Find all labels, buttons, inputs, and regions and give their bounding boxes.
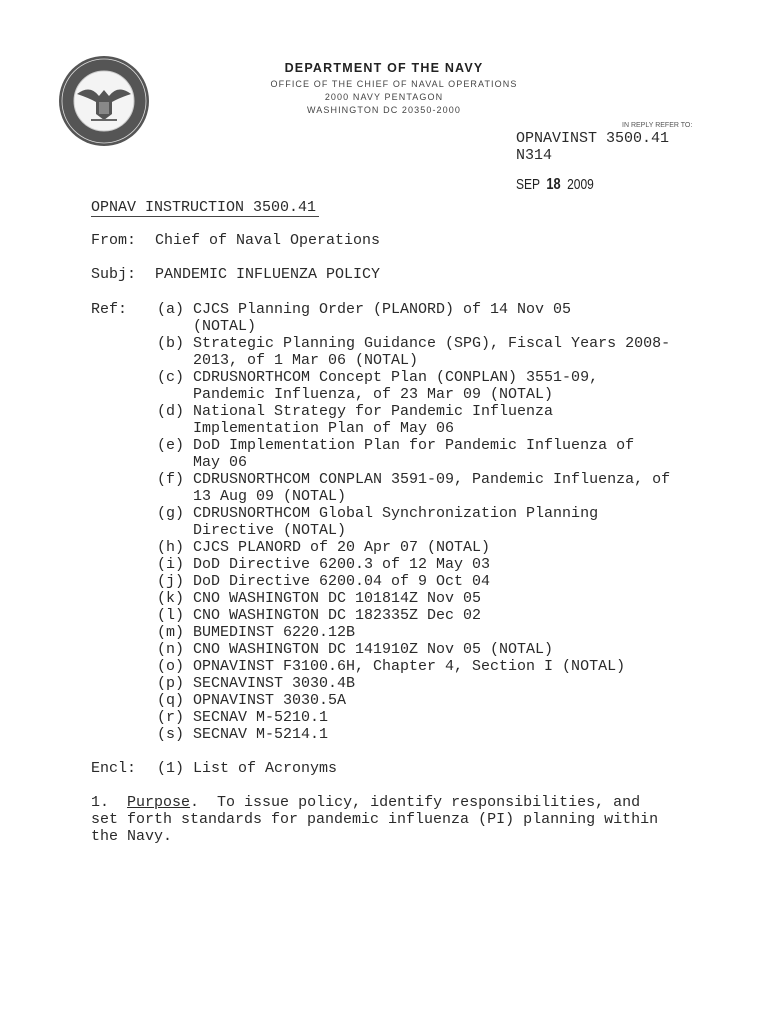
purpose-line-3: the Navy. [91,828,173,845]
date-year: 2009 [567,176,594,193]
reference-item-text: Pandemic Influenza, of 23 Mar 09 (NOTAL) [193,386,554,403]
instruction-number: OPNAVINST 3500.41 [516,130,670,147]
reference-item-text: CDRUSNORTHCOM Concept Plan (CONPLAN) 3551-09, [193,369,599,386]
purpose-line-2: set forth standards for pandemic influenza (PI) planning within [91,811,659,828]
reference-item-label: (o) [157,658,185,675]
reference-item-text: CDRUSNORTHCOM CONPLAN 3591-09, Pandemic Influenza, of [193,471,671,488]
reference-item-label: (m) [157,624,185,641]
title-underline [91,216,319,217]
reference-item-text: National Strategy for Pandemic Influenza [193,403,554,420]
reference-item-label: (q) [157,692,185,709]
reference-item-text: 2013, of 1 Mar 06 (NOTAL) [193,352,419,369]
from-label: From: [91,232,137,249]
reference-item-text: CNO WASHINGTON DC 182335Z Dec 02 [193,607,482,624]
reference-item-text: Directive (NOTAL) [193,522,347,539]
reference-item-label: (b) [157,335,185,352]
reference-item-label: (s) [157,726,185,743]
reference-item-text: SECNAV M-5214.1 [193,726,329,743]
reference-item-label: (h) [157,539,185,556]
department-heading: DEPARTMENT OF THE NAVY [284,61,484,75]
reference-item-label: (p) [157,675,185,692]
date-stamp [516,176,594,194]
reference-item-label: (e) [157,437,185,454]
reference-item-text: (NOTAL) [193,318,257,335]
reference-item-label: (j) [157,573,185,590]
reference-item-label: (d) [157,403,185,420]
reference-item-text: May 06 [193,454,248,471]
reference-item-text: BUMEDINST 6220.12B [193,624,356,641]
reference-item-label: (i) [157,556,185,573]
purpose-line-1 [91,794,640,811]
address-line-2: WASHINGTON DC 20350-2000 [307,105,461,115]
address-line-1: 2000 NAVY PENTAGON [324,92,444,102]
reference-item-text: SECNAV M-5210.1 [193,709,329,726]
reference-item-text: DoD Directive 6200.3 of 12 May 03 [193,556,491,573]
subject-label: Subj: [91,266,137,283]
reference-item-text: CNO WASHINGTON DC 141910Z Nov 05 (NOTAL) [193,641,554,658]
reference-item-text: 13 Aug 09 (NOTAL) [193,488,347,505]
reference-item-text: CJCS PLANORD of 20 Apr 07 (NOTAL) [193,539,491,556]
reference-item-label: (l) [157,607,185,624]
document-title: OPNAV INSTRUCTION 3500.41 [91,199,317,216]
reference-item-label: (k) [157,590,185,607]
reference-item-label: (r) [157,709,185,726]
reference-item-label: (f) [157,471,185,488]
reference-item-text: DoD Directive 6200.04 of 9 Oct 04 [193,573,491,590]
reference-item-text: CNO WASHINGTON DC 101814Z Nov 05 [193,590,482,607]
from-value: Chief of Naval Operations [155,232,381,249]
reference-item-text: CJCS Planning Order (PLANORD) of 14 Nov 05 [193,301,572,318]
purpose-text-1: . To issue policy, identify responsibilities, and [190,794,641,811]
purpose-number: 1. [91,794,110,811]
reference-item-text: SECNAVINST 3030.4B [193,675,356,692]
purpose-heading: Purpose [127,794,191,811]
date-day: 18 [546,176,561,193]
enclosure-value: (1) List of Acronyms [157,760,338,777]
reference-item-label: (n) [157,641,185,658]
reply-refer-label: IN REPLY REFER TO: [622,122,693,129]
subject-value: PANDEMIC INFLUENZA POLICY [155,266,381,283]
reference-item-text: OPNAVINST 3030.5A [193,692,347,709]
enclosure-label: Encl: [91,760,137,777]
reference-item-label: (a) [157,301,185,318]
reference-label: Ref: [91,301,128,318]
reference-item-text: Implementation Plan of May 06 [193,420,455,437]
reference-item-text: OPNAVINST F3100.6H, Chapter 4, Section I (NOTAL) [193,658,626,675]
reference-item-text: DoD Implementation Plan for Pandemic Influenza of [193,437,635,454]
office-heading: OFFICE OF THE CHIEF OF NAVAL OPERATIONS [270,79,518,89]
office-code: N314 [516,147,553,164]
reference-item-text: Strategic Planning Guidance (SPG), Fiscal Years 2008- [193,335,671,352]
reference-item-text: CDRUSNORTHCOM Global Synchronization Planning [193,505,599,522]
reference-item-label: (g) [157,505,185,522]
reference-item-label: (c) [157,369,185,386]
date-month: SEP [516,176,540,193]
